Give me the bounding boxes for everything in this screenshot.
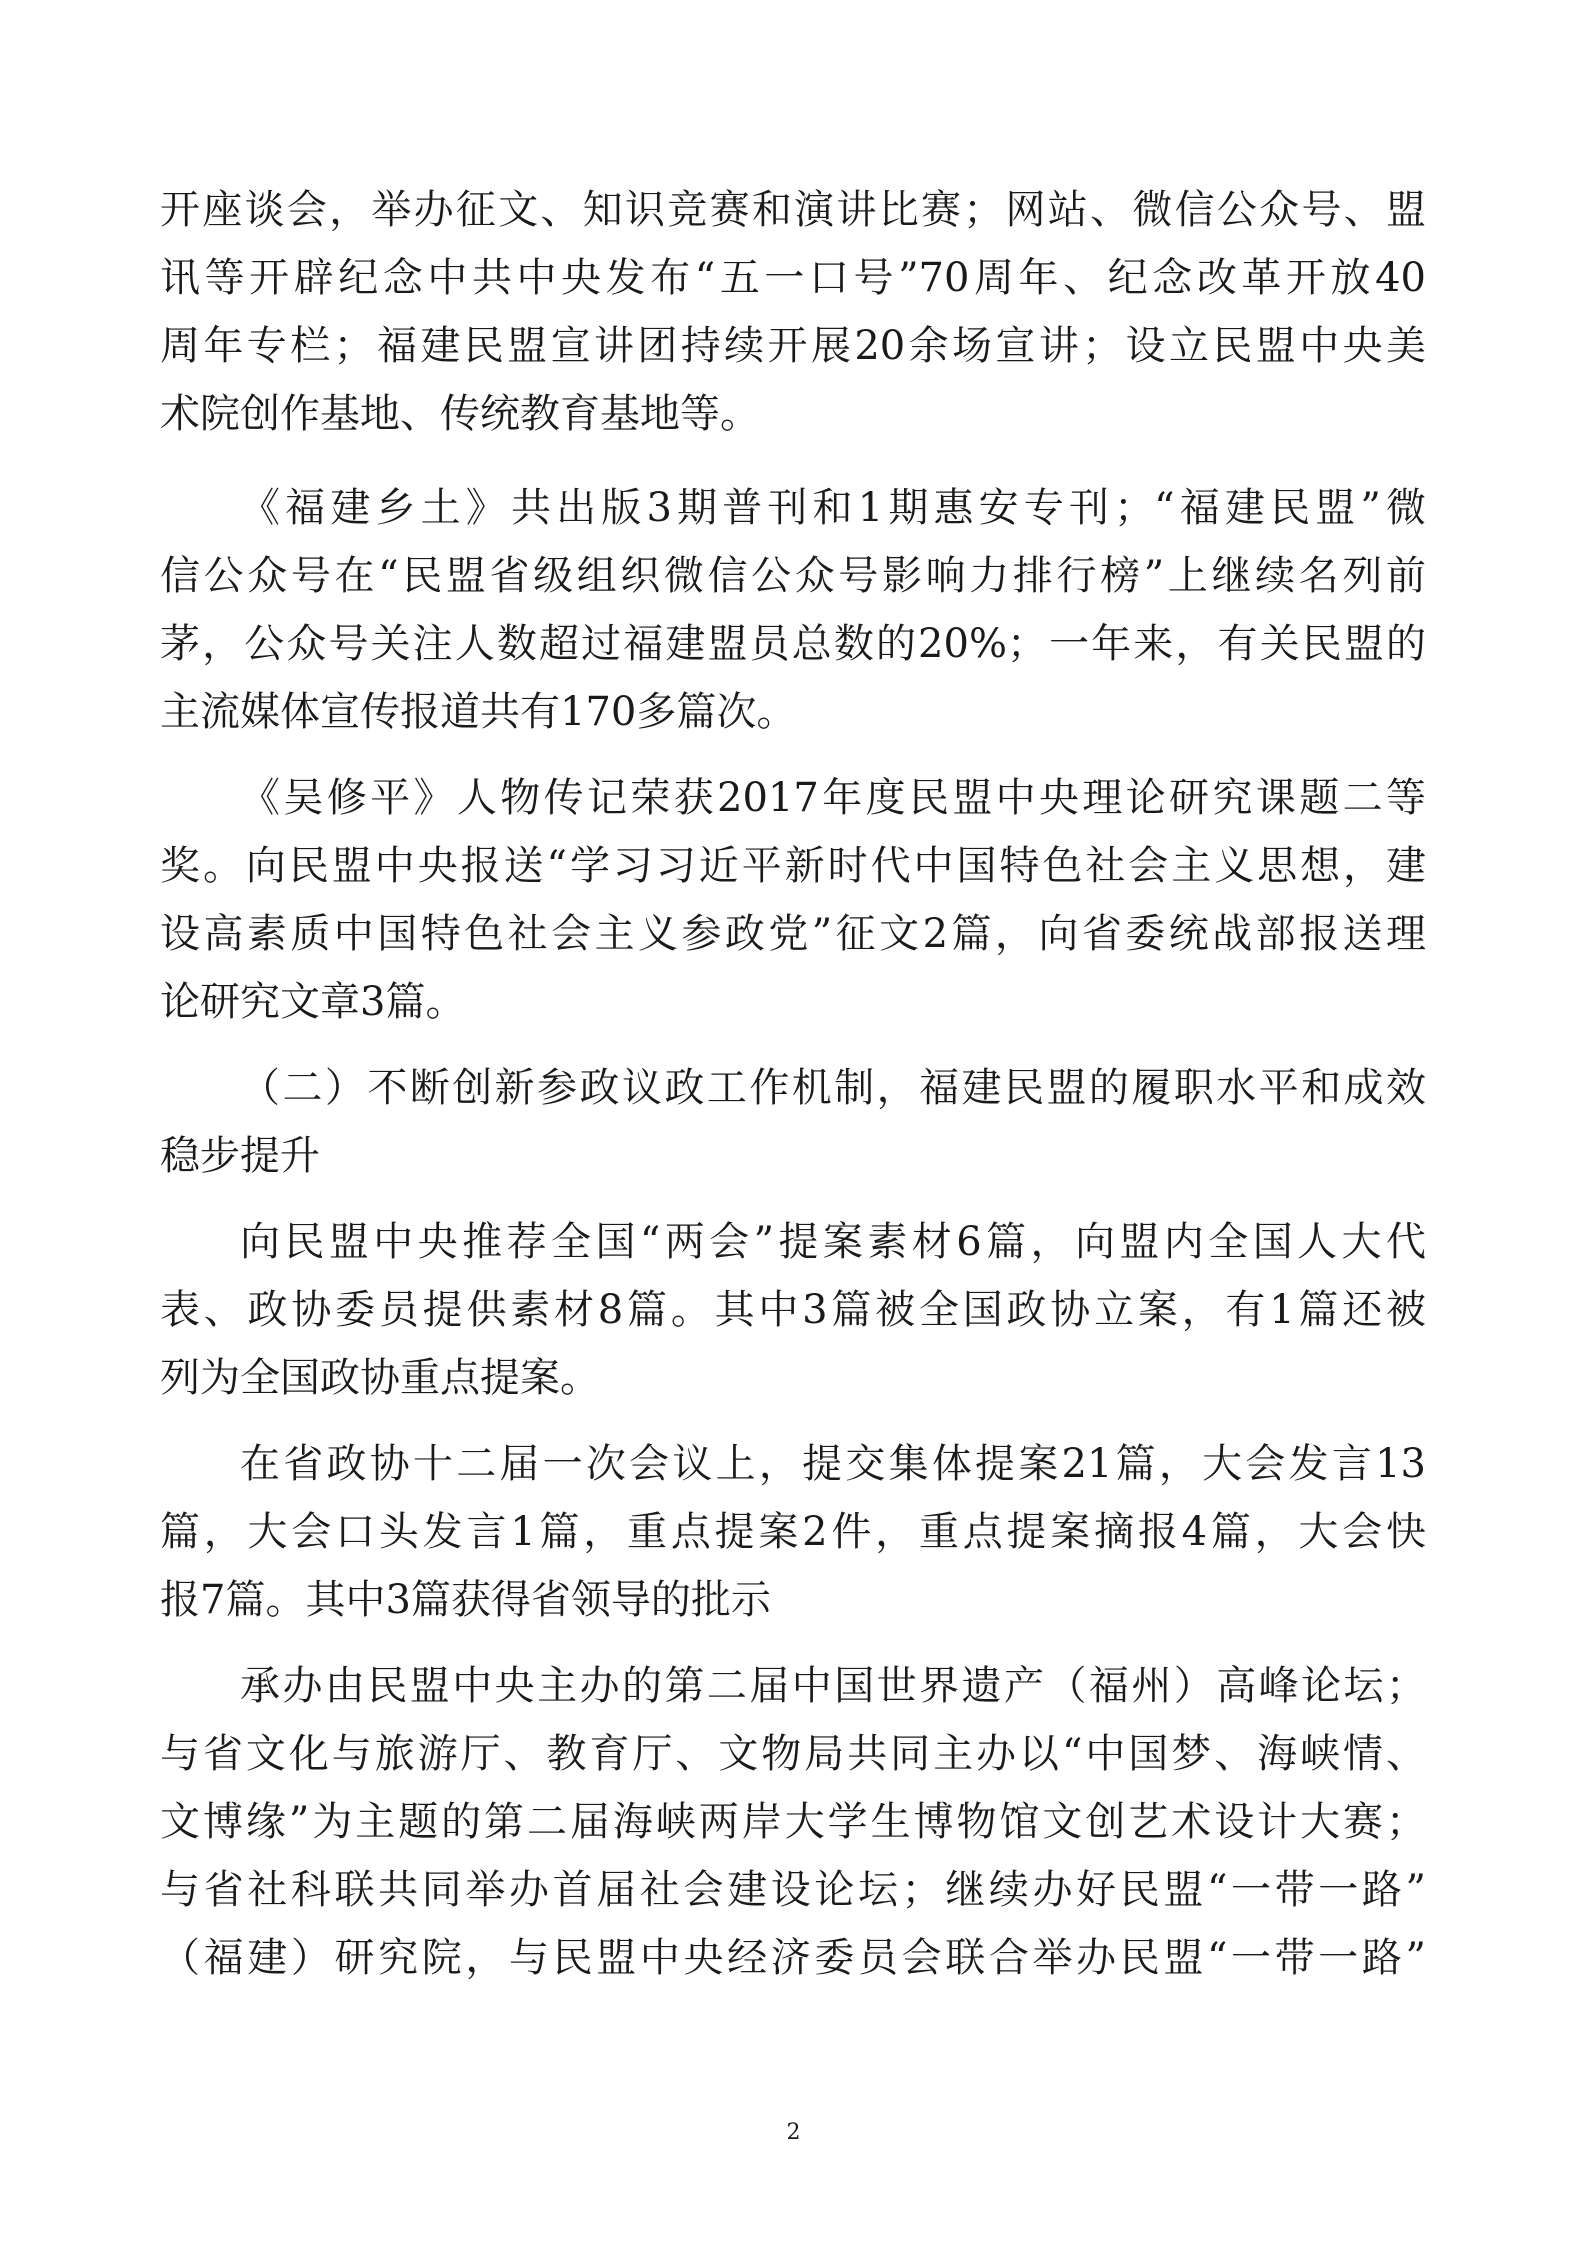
text-line: 篇，大会口头发言1篇，重点提案2件，重点提案摘报4篇，大会快: [160, 1509, 1426, 1555]
text-line: 《吴修平》人物传记荣获2017年度民盟中央理论研究课题二等: [240, 775, 1426, 821]
text-line: 论研究文章3篇。: [160, 979, 466, 1025]
text-line: 茅，公众号关注人数超过福建盟员总数的20%；一年来，有关民盟的: [160, 621, 1426, 667]
text-line: 信公众号在“民盟省级组织微信公众号影响力排行榜”上继续名列前: [160, 553, 1426, 599]
text-line: 周年专栏；福建民盟宣讲团持续开展20余场宣讲；设立民盟中央美: [160, 323, 1426, 369]
text-line: 列为全国政协重点提案。: [160, 1355, 600, 1401]
text-line: 文博缘”为主题的第二届海峡两岸大学生博物馆文创艺术设计大赛；: [160, 1799, 1426, 1845]
text-line: 报7篇。其中3篇获得省领导的批示: [160, 1577, 771, 1623]
text-line: （福建）研究院，与民盟中央经济委员会联合举办民盟“一带一路”: [160, 1935, 1426, 1981]
section-heading-line: 稳步提升: [160, 1133, 320, 1179]
text-line: 承办由民盟中央主办的第二届中国世界遗产（福州）高峰论坛；: [240, 1663, 1426, 1709]
text-line: 开座谈会，举办征文、知识竞赛和演讲比赛；网站、微信公众号、盟: [160, 187, 1426, 233]
page-number: 2: [786, 2120, 801, 2145]
text-line: 主流媒体宣传报道共有170多篇次。: [160, 689, 797, 735]
text-line: 讯等开辟纪念中共中央发布“五一口号”70周年、纪念改革开放40: [160, 255, 1426, 301]
text-line: 与省社科联共同举办首届社会建设论坛；继续办好民盟“一带一路”: [160, 1867, 1426, 1913]
text-line: 与省文化与旅游厅、教育厅、文物局共同主办以“中国梦、海峡情、: [160, 1731, 1426, 1777]
text-line: 在省政协十二届一次会议上，提交集体提案21篇，大会发言13: [240, 1441, 1426, 1487]
text-line: 设高素质中国特色社会主义参政党”征文2篇，向省委统战部报送理: [160, 911, 1426, 957]
section-heading-line: （二）不断创新参政议政工作机制，福建民盟的履职水平和成效: [240, 1065, 1426, 1111]
text-line: 奖。向民盟中央报送“学习习近平新时代中国特色社会主义思想，建: [160, 843, 1426, 889]
text-line: 术院创作基地、传统教育基地等。: [160, 391, 760, 437]
text-line: 《福建乡土》共出版3期普刊和1期惠安专刊；“福建民盟”微: [240, 485, 1426, 531]
text-line: 表、政协委员提供素材8篇。其中3篇被全国政协立案，有1篇还被: [160, 1287, 1426, 1333]
text-line: 向民盟中央推荐全国“两会”提案素材6篇，向盟内全国人大代: [240, 1219, 1426, 1265]
